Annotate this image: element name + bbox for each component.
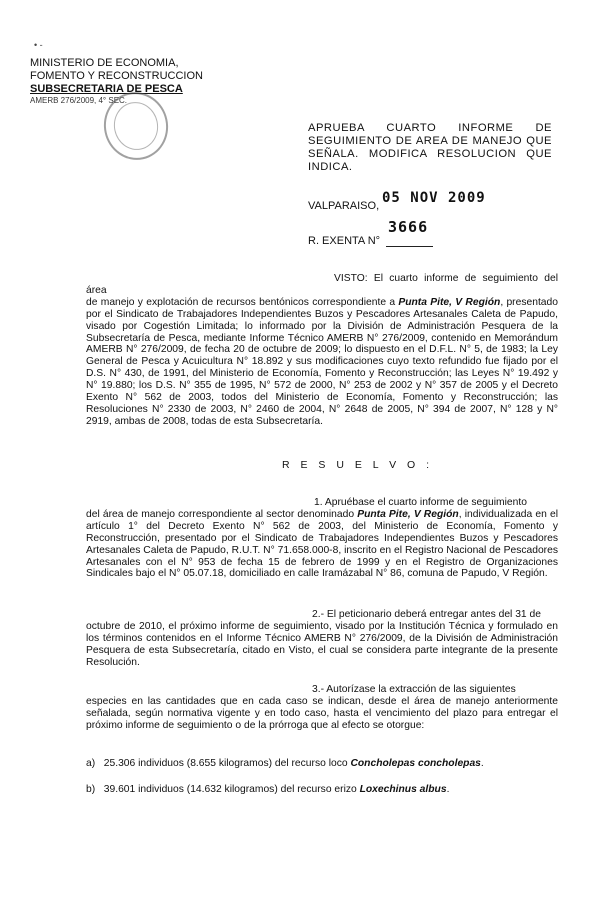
subsecretaria-label: SUBSECRETARIA DE PESCA [30, 83, 183, 95]
reference-code: AMERB 276/2009, 4° SEC. [30, 96, 128, 105]
document-title: APRUEBA CUARTO INFORME DE SEGUIMIENTO DE AREA DE MANEJO QUE SEÑALA. MODIFICA RESOLUCION QUE INDICA. [308, 122, 552, 173]
handwritten-date: 05 NOV 2009 [382, 190, 486, 206]
point-1-body-1: del área de manejo correspondiente al sector denominado [86, 508, 358, 520]
item-b-prefix: b) [86, 784, 96, 795]
visto-body-2: , presentado por el Sindicato de Trabajadores Independientes Buzos y Pescadores Artesanales Caleta de Papudo, visado por Cogestión Limitada; lo informado por la División de Administración Pesquera de la Subsecretaría de Pesca, mediante Informe Técnico AMERB N° 276/2009, contenido en Memorándum AMERB N° 276/2009, de fecha 20 de octubre de 2009; lo dispuesto en el D.F.L. N° 5, de 1983; la Ley General de Pesca y Acuicultura N° 18.892 y sus modificaciones cuyo texto refundido fue fijado por el D.S. N° 430, de 1991, del Ministerio de Economía, Fomento y Reconstrucción; las Leyes N° 19.492 y N° 19.880; los D.S. N° 355 de 1995, N° 572 de 2000, N° 253 de 2002 y N° 357 de 2005 y el Decreto Exento N° 562 de 2003, todos del Ministerio de Economía, Fomento y Reconstrucción; las Resoluciones N° 2330 de 2003, N° 2460 de 2004, N° 2648 de 2005, N° 394 de 2007, N° 128 y N° 2919, ambas de 2008, todas de esta Subsecretaría. [86, 296, 558, 427]
visto-lead: VISTO: El cuarto informe de seguimiento del área [86, 273, 558, 296]
point-3-body: especies en las cantidades que en cada caso se indican, desde el área de manejo anteriormente señalada, según normativa vigente y en todo caso, hasta el vencimiento del plazo para entregar el próximo informe de seguimiento o de la prórroga que al efecto se otorgue: [86, 695, 558, 731]
ministry-line-2: FOMENTO Y RECONSTRUCCION [30, 70, 203, 82]
resolution-point-1 [86, 497, 558, 580]
resolution-label: R. EXENTA N° [308, 235, 381, 247]
point-1-body-2: , individualizada en el artículo 1° del Decreto Exento N° 562 de 2003, del Ministerio de Economía, Fomento y Reconstrucción, presentado por el Sindicato de Trabajadores Independientes Buzos y Pescadores Artesanales Caleta de Papudo, R.U.T. N° 71.658.000-8, inscrito en el Registro Nacional de Pescadores Artesanales con el N° 953 de fecha 15 de febrero de 1999 y en el Registro de Organizaciones Sindicales bajo el N° 05.07.18, domiciliado en calle Iramázabal N° 86, comuna de Papudo, V Región. [86, 508, 558, 580]
item-a-prefix: a) [86, 758, 96, 769]
corner-marks: • - [34, 40, 43, 50]
item-a-text: 25.306 individuos (8.655 kilogramos) del recurso loco [103, 758, 351, 769]
dateline-place: VALPARAISO, [308, 200, 380, 212]
item-b-end: . [446, 784, 450, 795]
species-item-b [86, 784, 449, 795]
resolution-number-line [386, 246, 433, 247]
point-3-lead: 3.- Autorízase la extracción de las siguientes [312, 684, 516, 695]
point-1-lead: 1. Apruébase el cuarto informe de seguimiento [314, 497, 527, 508]
visto-sector: Punta Pite, V Región [398, 296, 501, 308]
resuelvo-heading: R E S U E L V O : [282, 459, 434, 471]
resolution-point-2 [86, 609, 558, 669]
point-2-body: octubre de 2010, el próximo informe de seguimiento, visado por la Institución Técnica y formulado en los términos contenidos en el Informe Técnico AMERB N° 276/2009, de la División de Administración Pesquera de esta Subsecretaría, citado en Visto, el cual se considera parte integrante de la presente Resolución. [86, 620, 558, 668]
species-item-a [86, 758, 484, 769]
item-b-species: Loxechinus albus [359, 784, 447, 795]
visto-body-1: de manejo y explotación de recursos bentónicos correspondiente a [86, 296, 399, 308]
item-b-text: 39.601 individuos (14.632 kilogramos) del recurso erizo [103, 784, 360, 795]
item-a-species: Concholepas concholepas [350, 758, 481, 769]
ministry-line-1: MINISTERIO DE ECONOMIA, [30, 57, 179, 69]
handwritten-resolution-number: 3666 [388, 218, 429, 236]
point-2-lead: 2.- El peticionario deberá entregar antes del 31 de [312, 609, 541, 620]
point-1-sector: Punta Pite, V Región [357, 508, 459, 520]
resolution-point-3 [86, 684, 558, 732]
item-a-end: . [480, 758, 484, 769]
visto-paragraph [86, 273, 558, 428]
